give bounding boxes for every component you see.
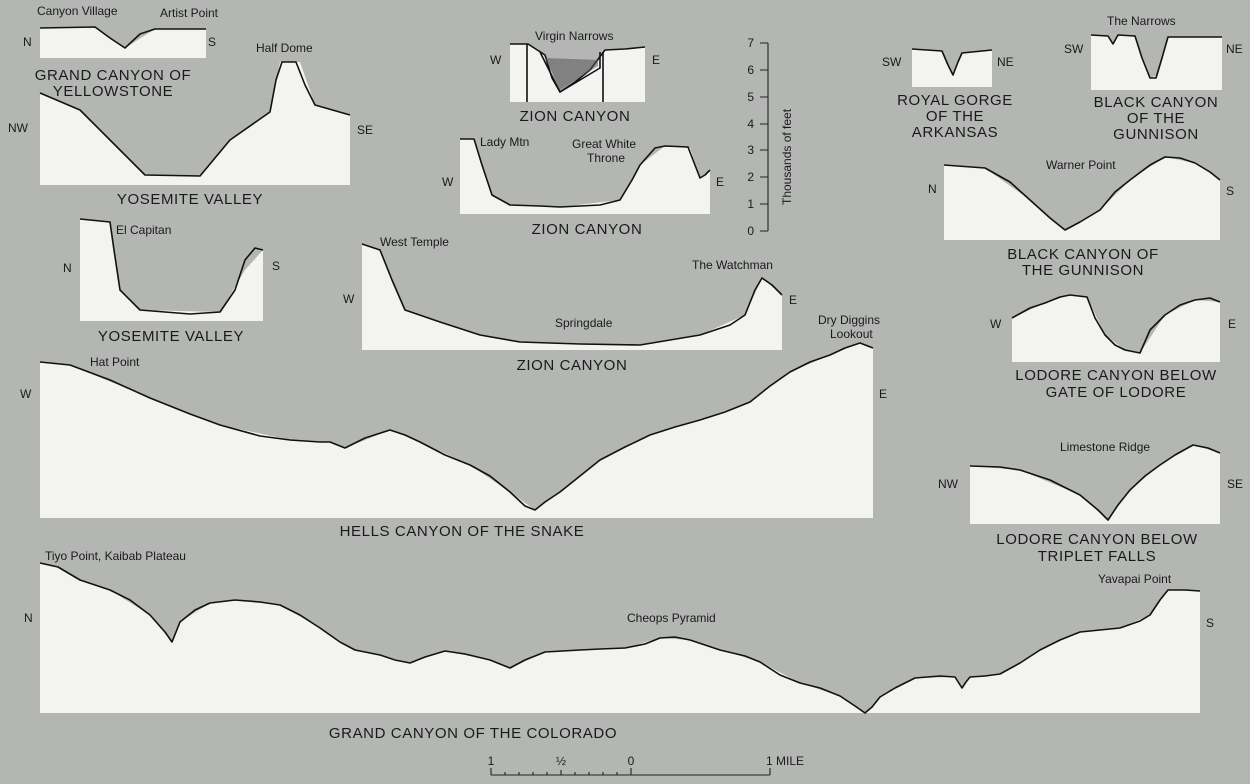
direction-right: NE xyxy=(997,55,1014,69)
point-label: The Watchman xyxy=(692,258,773,272)
direction-left: W xyxy=(20,387,32,401)
point-label: The Narrows xyxy=(1107,14,1176,28)
point-label: Throne xyxy=(587,151,626,165)
point-label: Canyon Village xyxy=(37,4,118,18)
profile-title: TRIPLET FALLS xyxy=(1037,548,1157,565)
direction-left: W xyxy=(490,53,502,67)
profile-title: ROYAL GORGE xyxy=(897,92,1013,109)
profile-title: YOSEMITE VALLEY xyxy=(97,328,245,345)
point-label: El Capitan xyxy=(116,223,172,237)
point-label: Tiyo Point, Kaibab Plateau xyxy=(45,549,186,563)
profile-title: YELLOWSTONE xyxy=(52,83,174,100)
scale-tick: 5 xyxy=(747,90,754,104)
elevation-scale xyxy=(747,36,794,238)
scale-tick: 7 xyxy=(747,36,754,50)
point-label: Hat Point xyxy=(90,355,140,369)
point-label: Lady Mtn xyxy=(480,135,530,149)
scale-tick: 6 xyxy=(747,63,754,77)
direction-right: SE xyxy=(357,123,374,137)
profile-title: HELLS CANYON OF THE SNAKE xyxy=(339,523,585,540)
profile-zion-3 xyxy=(343,235,797,374)
profile-zion-1 xyxy=(490,29,660,125)
profile-title: OF THE xyxy=(925,108,985,125)
direction-right: NE xyxy=(1226,42,1243,56)
scale-tick: 0 xyxy=(747,224,754,238)
scale-label: 1 xyxy=(487,754,495,768)
direction-left: SW xyxy=(1064,42,1084,56)
point-label: Artist Point xyxy=(160,6,219,20)
profile-title: GRAND CANYON OF xyxy=(34,67,192,84)
direction-right: S xyxy=(272,259,281,273)
profile-title: GRAND CANYON OF THE COLORADO xyxy=(328,725,618,742)
profile-title: BLACK CANYON OF xyxy=(1007,246,1159,263)
direction-right: E xyxy=(1228,317,1237,331)
direction-right: E xyxy=(716,175,725,189)
direction-right: E xyxy=(652,53,661,67)
direction-right: S xyxy=(208,35,217,49)
direction-left: N xyxy=(928,182,937,196)
profile-lodore-2 xyxy=(938,440,1243,565)
profile-title: ZION CANYON xyxy=(516,357,628,374)
scale-tick: 3 xyxy=(747,143,754,157)
profile-title: GUNNISON xyxy=(1113,126,1199,143)
distance-scale xyxy=(488,754,804,775)
point-label: Cheops Pyramid xyxy=(627,611,716,625)
direction-right: S xyxy=(1226,184,1235,198)
profile-black-canyon-2 xyxy=(928,157,1234,279)
direction-right: E xyxy=(879,387,888,401)
profile-yosemite-2 xyxy=(63,219,280,345)
direction-right: SE xyxy=(1227,477,1244,491)
scale-tick: 2 xyxy=(747,170,754,184)
profile-black-canyon-1 xyxy=(1064,14,1243,143)
point-label: Virgin Narrows xyxy=(535,29,614,43)
profile-yellowstone xyxy=(23,4,219,100)
point-label: Half Dome xyxy=(256,41,313,55)
point-label: Warner Point xyxy=(1046,158,1116,172)
profile-royal-gorge xyxy=(882,49,1014,141)
direction-right: S xyxy=(1206,616,1215,630)
point-label: West Temple xyxy=(380,235,449,249)
profile-title: GATE OF LODORE xyxy=(1045,384,1187,401)
point-label: Yavapai Point xyxy=(1098,572,1172,586)
point-label: Limestone Ridge xyxy=(1060,440,1151,454)
profile-title: LODORE CANYON BELOW xyxy=(996,531,1198,548)
direction-left: N xyxy=(63,261,72,275)
point-label: Great White xyxy=(572,137,637,151)
profile-title: ZION CANYON xyxy=(519,108,631,125)
point-label: Lookout xyxy=(830,327,873,341)
direction-right: E xyxy=(789,293,798,307)
profile-title: YOSEMITE VALLEY xyxy=(116,191,264,208)
profile-title: ZION CANYON xyxy=(531,221,643,238)
direction-left: NW xyxy=(8,121,28,135)
direction-left: SW xyxy=(882,55,902,69)
point-label: Dry Diggins xyxy=(818,313,881,327)
scale-axis-label: Thousands of feet xyxy=(780,108,794,205)
scale-label: ½ xyxy=(555,754,567,768)
point-label: Springdale xyxy=(555,316,613,330)
profile-title: THE GUNNISON xyxy=(1021,262,1145,279)
profile-title: ARKANSAS xyxy=(911,124,999,141)
direction-left: W xyxy=(990,317,1002,331)
direction-left: N xyxy=(23,35,32,49)
scale-tick: 4 xyxy=(747,117,754,131)
direction-left: N xyxy=(24,611,33,625)
scale-label: 0 xyxy=(627,754,635,768)
direction-left: W xyxy=(343,292,355,306)
scale-tick: 1 xyxy=(747,197,754,211)
profile-lodore-1 xyxy=(990,295,1236,401)
profile-title: BLACK CANYON xyxy=(1093,94,1219,111)
direction-left: W xyxy=(442,175,454,189)
profile-title: LODORE CANYON BELOW xyxy=(1015,367,1217,384)
scale-label: 1 MILE xyxy=(766,754,805,768)
profile-grand-canyon xyxy=(24,549,1214,742)
direction-left: NW xyxy=(938,477,958,491)
profile-zion-2 xyxy=(442,135,724,238)
profile-title: OF THE xyxy=(1126,110,1186,127)
